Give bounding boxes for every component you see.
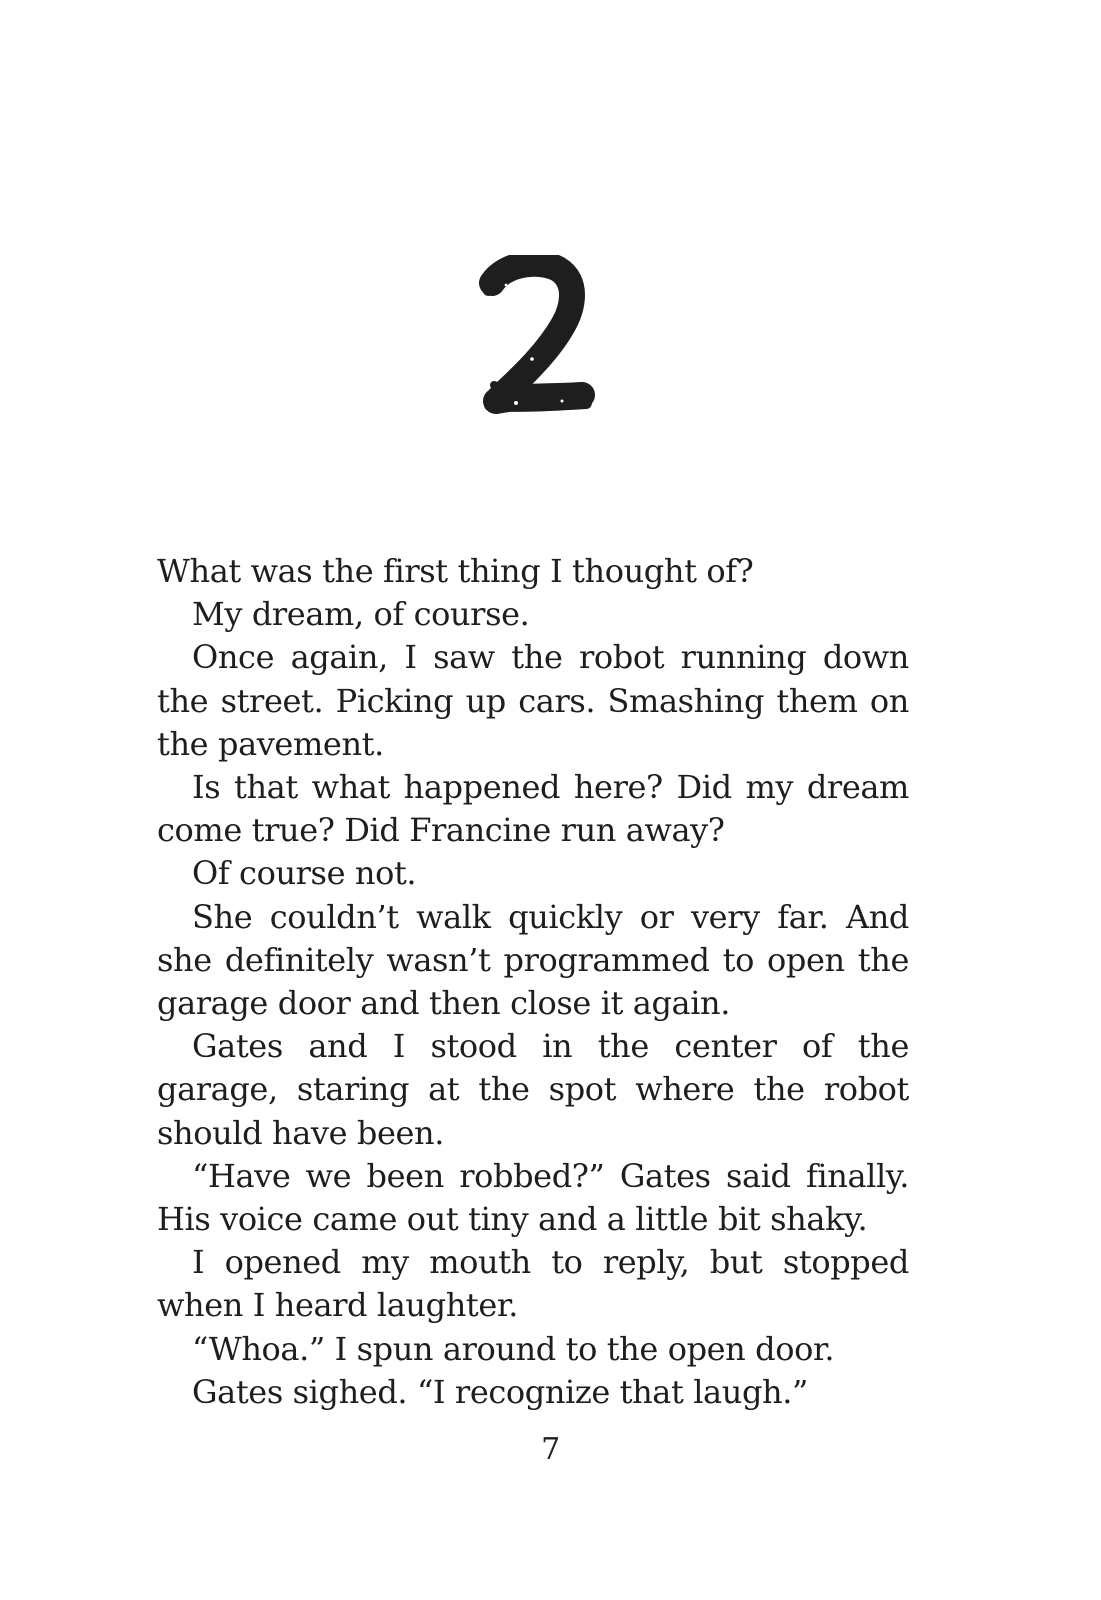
paragraph: I opened my mouth to reply, but stopped when I heard laughter. (157, 1243, 909, 1325)
paragraph: My dream, of course. (192, 595, 530, 634)
paragraph: “Whoa.” I spun around to the open door. (192, 1329, 835, 1368)
chapter-body-text (157, 550, 909, 1414)
paragraph: She couldn’t walk quickly or very far. And she definitely wasn’t programmed to open the garage door and then close it again. (157, 897, 909, 1023)
page-number: 7 (541, 1432, 560, 1467)
paragraph: Gates and I stood in the center of the garage, staring at the spot where the robot should have been. (157, 1027, 909, 1152)
chapter-number-icon (470, 255, 600, 425)
paragraph: Is that what happened here? Did my dream come true? Did Francine run away? (157, 768, 909, 850)
paragraph: Of course not. (192, 854, 417, 893)
paragraph: “Have we been robbed?” Gates said finally. His voice came out tiny and a little bit shaky. (157, 1156, 909, 1239)
paragraph: What was the first thing I thought of? (157, 552, 754, 590)
paragraph: Gates sighed. “I recognize that laugh.” (192, 1372, 808, 1411)
paragraph: Once again, I saw the robot running down the street. Picking up cars. Smashing them on the pavement. (157, 638, 909, 763)
